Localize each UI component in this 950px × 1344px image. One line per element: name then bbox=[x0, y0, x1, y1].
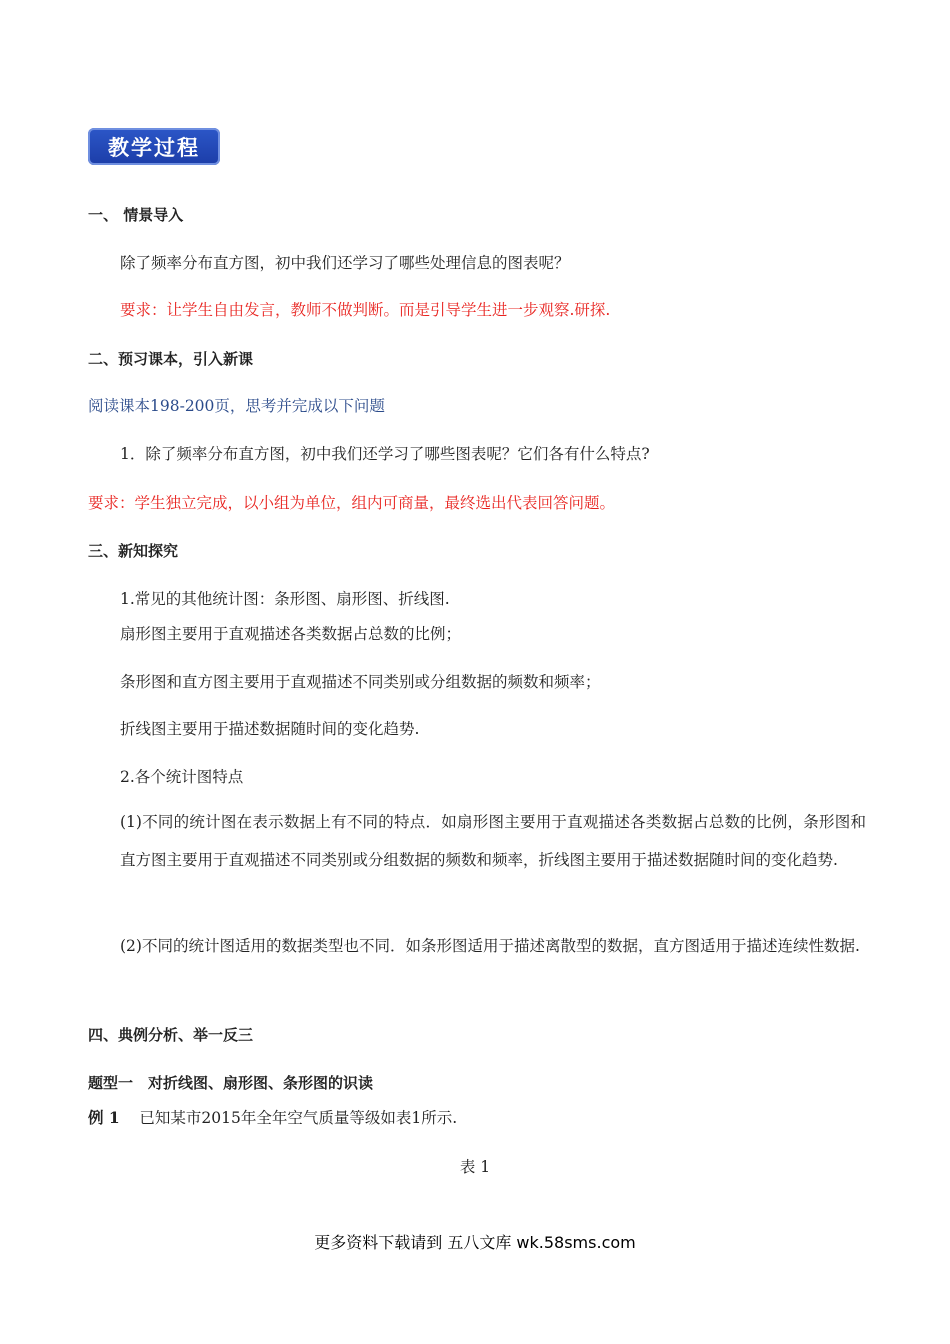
feature-paragraph-1-text: (1)不同的统计图在表示数据上有不同的特点．如扇形图主要用于直观描述各类数据占总数的比例，条形图和直方图主要用于直观描述不同类别或分组数据的频数和频率，折线图主要用于描述数据随时间的变化趋势. bbox=[120, 813, 866, 869]
intro-requirement: 要求：让学生自由发言，教师不做判断。而是引导学生进一步观察.研探. bbox=[120, 301, 611, 319]
example-text: 已知某市2015年全年空气质量等级如表1所示. bbox=[139, 1109, 458, 1127]
reading-instruction: 阅读课本198-200页，思考并完成以下问题 bbox=[88, 397, 385, 415]
feature-paragraph-2-text: (2)不同的统计图适用的数据类型也不同．如条形图适用于描述离散型的数据，直方图适用于描述连续性数据. bbox=[120, 937, 860, 955]
preview-question-1: 1．除了频率分布直方图，初中我们还学习了哪些图表呢？它们各有什么特点? bbox=[120, 445, 650, 463]
feature-paragraph-1 bbox=[88, 803, 866, 879]
footer-link[interactable]: 更多资料下载请到 五八文库 wk.58sms.com bbox=[314, 1233, 636, 1252]
knowledge-point-1: 1.常见的其他统计图：条形图、扇形图、折线图. bbox=[120, 590, 450, 608]
feature-paragraph-2 bbox=[88, 927, 866, 965]
knowledge-point-2: 2.各个统计图特点 bbox=[120, 768, 244, 786]
preview-requirement: 要求：学生独立完成，以小组为单位，组内可商量，最终选出代表回答问题。 bbox=[88, 494, 616, 512]
section-badge: 教学过程 bbox=[88, 128, 220, 165]
example-1 bbox=[88, 1106, 457, 1128]
line-chart-desc: 折线图主要用于描述数据随时间的变化趋势. bbox=[120, 720, 420, 738]
example-label: 例 1 bbox=[88, 1108, 120, 1127]
pie-chart-desc: 扇形图主要用于直观描述各类数据占总数的比例； bbox=[120, 625, 462, 643]
intro-question: 除了频率分布直方图，初中我们还学习了哪些处理信息的图表呢？ bbox=[120, 254, 570, 272]
table-caption: 表 1 bbox=[459, 1158, 491, 1176]
section-3-heading: 三、新知探究 bbox=[88, 542, 179, 560]
section-2-heading: 二、预习课本，引入新课 bbox=[88, 350, 254, 368]
section-1-heading: 一、 情景导入 bbox=[88, 206, 184, 224]
bar-chart-desc: 条形图和直方图主要用于直观描述不同类别或分组数据的频数和频率； bbox=[120, 673, 601, 691]
section-4-heading: 四、典例分析、举一反三 bbox=[88, 1026, 254, 1044]
question-type-1: 题型一 对折线图、扇形图、条形图的识读 bbox=[88, 1074, 374, 1092]
